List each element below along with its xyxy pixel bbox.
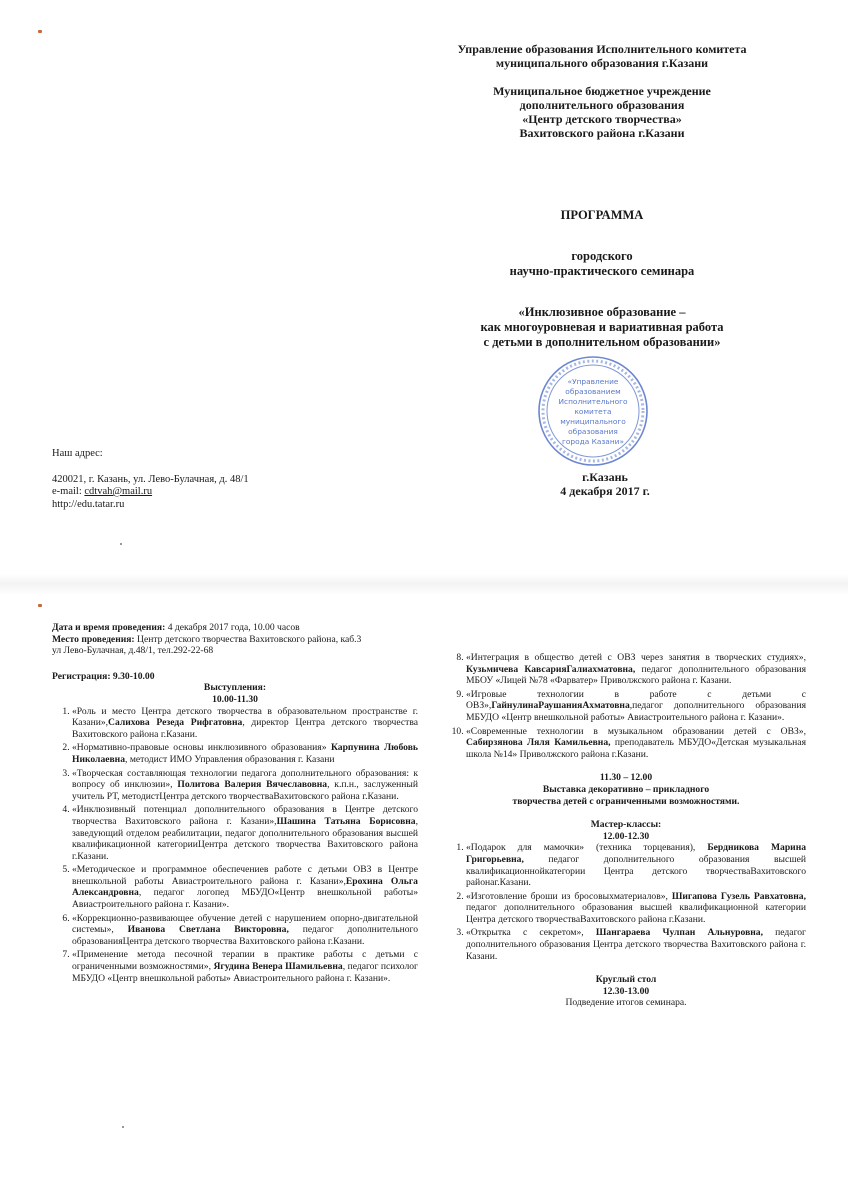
talk-position: , педагог логопед МБУДО«Центр внешкольной работы» Авиастроительного района г. Казани». (72, 887, 418, 911)
registration: Регистрация: 9.30-10.00 (52, 670, 155, 682)
scan-speck (38, 30, 42, 33)
org-line-4: Вахитовского района г.Казани (519, 126, 685, 140)
talk-topic: «Интеграция в общество детей с ОВЗ через занятия в творческих студиях», (466, 652, 806, 663)
talk-speaker: Иванова Светлана Викторовна, (127, 924, 289, 936)
stamp-text-4: комитета (574, 407, 612, 416)
city: г.Казань (582, 470, 628, 484)
item-speaker: Бердникова Марина Григорьевна, (466, 842, 807, 865)
talk-item (466, 726, 806, 761)
talk-position: педагог дополнительного образованияЦентра детского творчества Вахитовского района г.Казани. (72, 924, 418, 947)
talk-topic: «Коррекционно-развивающее обучение детей с нарушением опорно-двигательной системы», (72, 912, 418, 936)
program-item (466, 891, 806, 926)
venue-address: ул Лево-Булачная, д.48/1, тел.292-22-68 (52, 645, 214, 657)
venue-line (52, 634, 418, 646)
talk-speaker: Карпунина Любовь Николаевна (72, 742, 418, 765)
exhibition-title-1: Выставка декоративно – прикладного (542, 783, 710, 795)
talk-position: , педагог психолог МБУДО «Центр внешкольной работы» Авиастроительного района г. Казани». (72, 961, 418, 984)
talk-topic: «Игровые технологии в работе с детьми с ОВЗ», (466, 688, 806, 712)
program-right-column (446, 652, 806, 1009)
masterclasses-list (446, 842, 806, 962)
stamp-seal (536, 354, 650, 468)
email-label: e-mail: (52, 486, 85, 497)
header-block (432, 42, 772, 140)
item-topic: «Изготовление броши из бросовыхматериалов», (466, 890, 672, 902)
address-block (52, 448, 352, 511)
talk-speaker: Салихова Резеда Рифгатовна (108, 717, 243, 729)
org-line-2: дополнительного образования (519, 98, 685, 112)
talk-topic: «Творческая составляющая технологии педагога дополнительного образования: к вопросу об инклюзии», (72, 767, 418, 791)
talk-item (72, 742, 418, 765)
topic-line-3: с детьми в дополнительном образовании» (483, 335, 721, 349)
org-line-3: «Центр детского творчества» (522, 112, 682, 126)
scan-speck (120, 543, 122, 545)
venue-value: Центр детского творчества Вахитовского района, каб.3 (134, 633, 362, 645)
event-date: 4 декабря 2017 г. (560, 484, 650, 498)
talk-speaker: ГайнулинаРаушанияАхматовна (491, 700, 630, 712)
masterclasses-title: Мастер-классы: (590, 819, 662, 831)
talk-item (72, 949, 418, 984)
roundtable-title: Круглый стол (595, 974, 657, 986)
talk-item (72, 706, 418, 741)
item-position: педагог дополнительного образования высшей квалификационной категории Центра детского творчестваВахитовского района г.Казани. (466, 902, 806, 925)
talks-time: 10.00-11.30 (212, 693, 258, 705)
exhibition-title-2: творчества детей с ограниченными возможностями. (512, 795, 740, 807)
talk-speaker: Ягудина Венера Шамильевна (213, 961, 343, 973)
item-speaker: Шангараева Чулпан Альнуровна, (595, 927, 763, 939)
talk-speaker: Кузьмичева КавсарияГалиахматовна, (466, 663, 636, 675)
talks-list-continued (446, 652, 806, 760)
email-link[interactable]: cdtvah@mail.ru (84, 486, 153, 497)
program-item (466, 927, 806, 962)
item-speaker: Шигапова Гузель Равхатовна, (671, 890, 806, 902)
roundtable-desc: Подведение итогов семинара. (565, 997, 687, 1009)
postal-address: 420021, г. Казань, ул. Лево-Булачная, д. 48/1 (52, 473, 249, 485)
talk-item (466, 652, 806, 687)
talk-item (72, 864, 418, 910)
talk-topic: «Нормативно-правовые основы инклюзивного образования» (72, 742, 331, 754)
talk-topic: «Применение метода песочной терапии в практике работы с детьми с ограниченными возможностями», (72, 949, 418, 973)
talk-item (72, 804, 418, 862)
topic-line-1: «Инклюзивное образование – (518, 305, 686, 319)
roundtable-time: 12.30-13.00 (602, 985, 650, 997)
talks-list (52, 706, 418, 985)
official-stamp (536, 354, 650, 468)
page-fold (0, 574, 848, 596)
topic-line-2: как многоуровневая и вариативная работа (480, 320, 724, 334)
place-date-block (470, 470, 740, 498)
talk-topic: «Современные технологии в музыкальном образовании детей с ОВЗ», (466, 725, 806, 737)
datetime-label: Дата и время проведения: (52, 622, 166, 633)
talk-position: преподаватель МБУДО«Детская музыкальная школа №14» Приволжского района г.Казани. (466, 737, 806, 760)
header-line-2: муниципального образования г.Казани (495, 56, 709, 70)
datetime-value: 4 декабря 2017 года, 10.00 часов (165, 622, 300, 633)
talk-position: , методист ИМО Управления образования г. Казани (125, 753, 335, 765)
talk-position: , заведующий отделом реабилитации, педагог дополнительного образования высшей квалификационной категорииЦентра детского творчества Вахитовского района г.Казани. (72, 815, 419, 862)
talk-position: педагог дополнительного образования МБОУ «Лицей №78 «Фарватер» Приволжского района г. Казани. (466, 663, 806, 687)
talk-position: ,педагог дополнительного образования МБУДО «Центр внешкольной работы» Авиастроительного района г. Казани». (466, 700, 806, 723)
venue-label: Место проведения: (52, 633, 135, 645)
item-position: педагог дополнительного образования Центра детского творчества Вахитовского района г. Казани. (466, 927, 806, 962)
talk-position: , к.п.н., заслуженный учитель РТ, методистЦентра детского творчестваВахитовского района г.Казани. (72, 779, 418, 802)
email-line (52, 486, 352, 499)
stamp-text-6: образования (568, 427, 618, 436)
stamp-text-5: муниципального (560, 417, 626, 426)
stamp-text-1: «Управление (567, 377, 619, 386)
item-topic: «Открытка с секретом», (466, 927, 596, 939)
talks-title: Выступления: (203, 682, 267, 694)
datetime-line (52, 622, 418, 634)
item-position: педагог дополнительного образования высшей квалификационнойкатегории Центра детского творчестваВахитовского районаг.Казани. (466, 853, 806, 889)
program-title: ПРОГРАММА (560, 208, 644, 222)
program-title-block (432, 208, 772, 350)
talk-speaker: Политова Валерия Вячеславовна (177, 779, 328, 791)
talk-item (72, 768, 418, 803)
seminar-kind-2: научно-практического семинара (509, 264, 695, 278)
talk-item (72, 913, 418, 948)
address-label: Наш адрес: (52, 448, 103, 459)
org-line-1: Муниципальное бюджетное учреждение (493, 84, 711, 98)
talk-item (466, 689, 806, 724)
header-line-1: Управление образования Исполнительного комитета (457, 42, 747, 56)
program-item (466, 842, 806, 888)
talk-speaker: Шашина Татьяна Борисовна (276, 815, 416, 827)
scan-speck (122, 1126, 124, 1128)
seminar-kind-1: городского (571, 249, 633, 263)
item-topic: «Подарок для мамочки» (техника торцевания), (466, 842, 708, 854)
talk-topic: «Методическое и программное обеспечениев работе с детьми ОВЗ в Центре внешкольной работы Авиастроительного района г. Казани», (72, 864, 418, 887)
website-link[interactable]: http://edu.tatar.ru (52, 498, 125, 510)
talk-speaker: Ерохина Ольга Александровна (72, 875, 418, 899)
talk-topic: «Роль и место Центра детского творчества в образовательном пространстве г. Казани», (72, 705, 418, 729)
talk-speaker: Сабирзянова Ляля Камильевна, (466, 737, 611, 749)
stamp-text-7: города Казани» (562, 437, 624, 446)
stamp-text-2: образованием (565, 387, 621, 396)
exhibition-time: 11.30 – 12.00 (599, 772, 653, 784)
scan-speck (38, 604, 42, 607)
program-left-column (52, 622, 418, 986)
stamp-text-3: Исполнительного (558, 397, 628, 406)
masterclasses-time: 12.00-12.30 (602, 830, 650, 842)
talk-topic: «Инклюзивный потенциал дополнительного образования в Центре детского творчества Вахитовского района г. Казани», (72, 804, 418, 827)
talk-position: , директор Центра детского творчества Вахитовского района г.Казани. (72, 717, 418, 740)
